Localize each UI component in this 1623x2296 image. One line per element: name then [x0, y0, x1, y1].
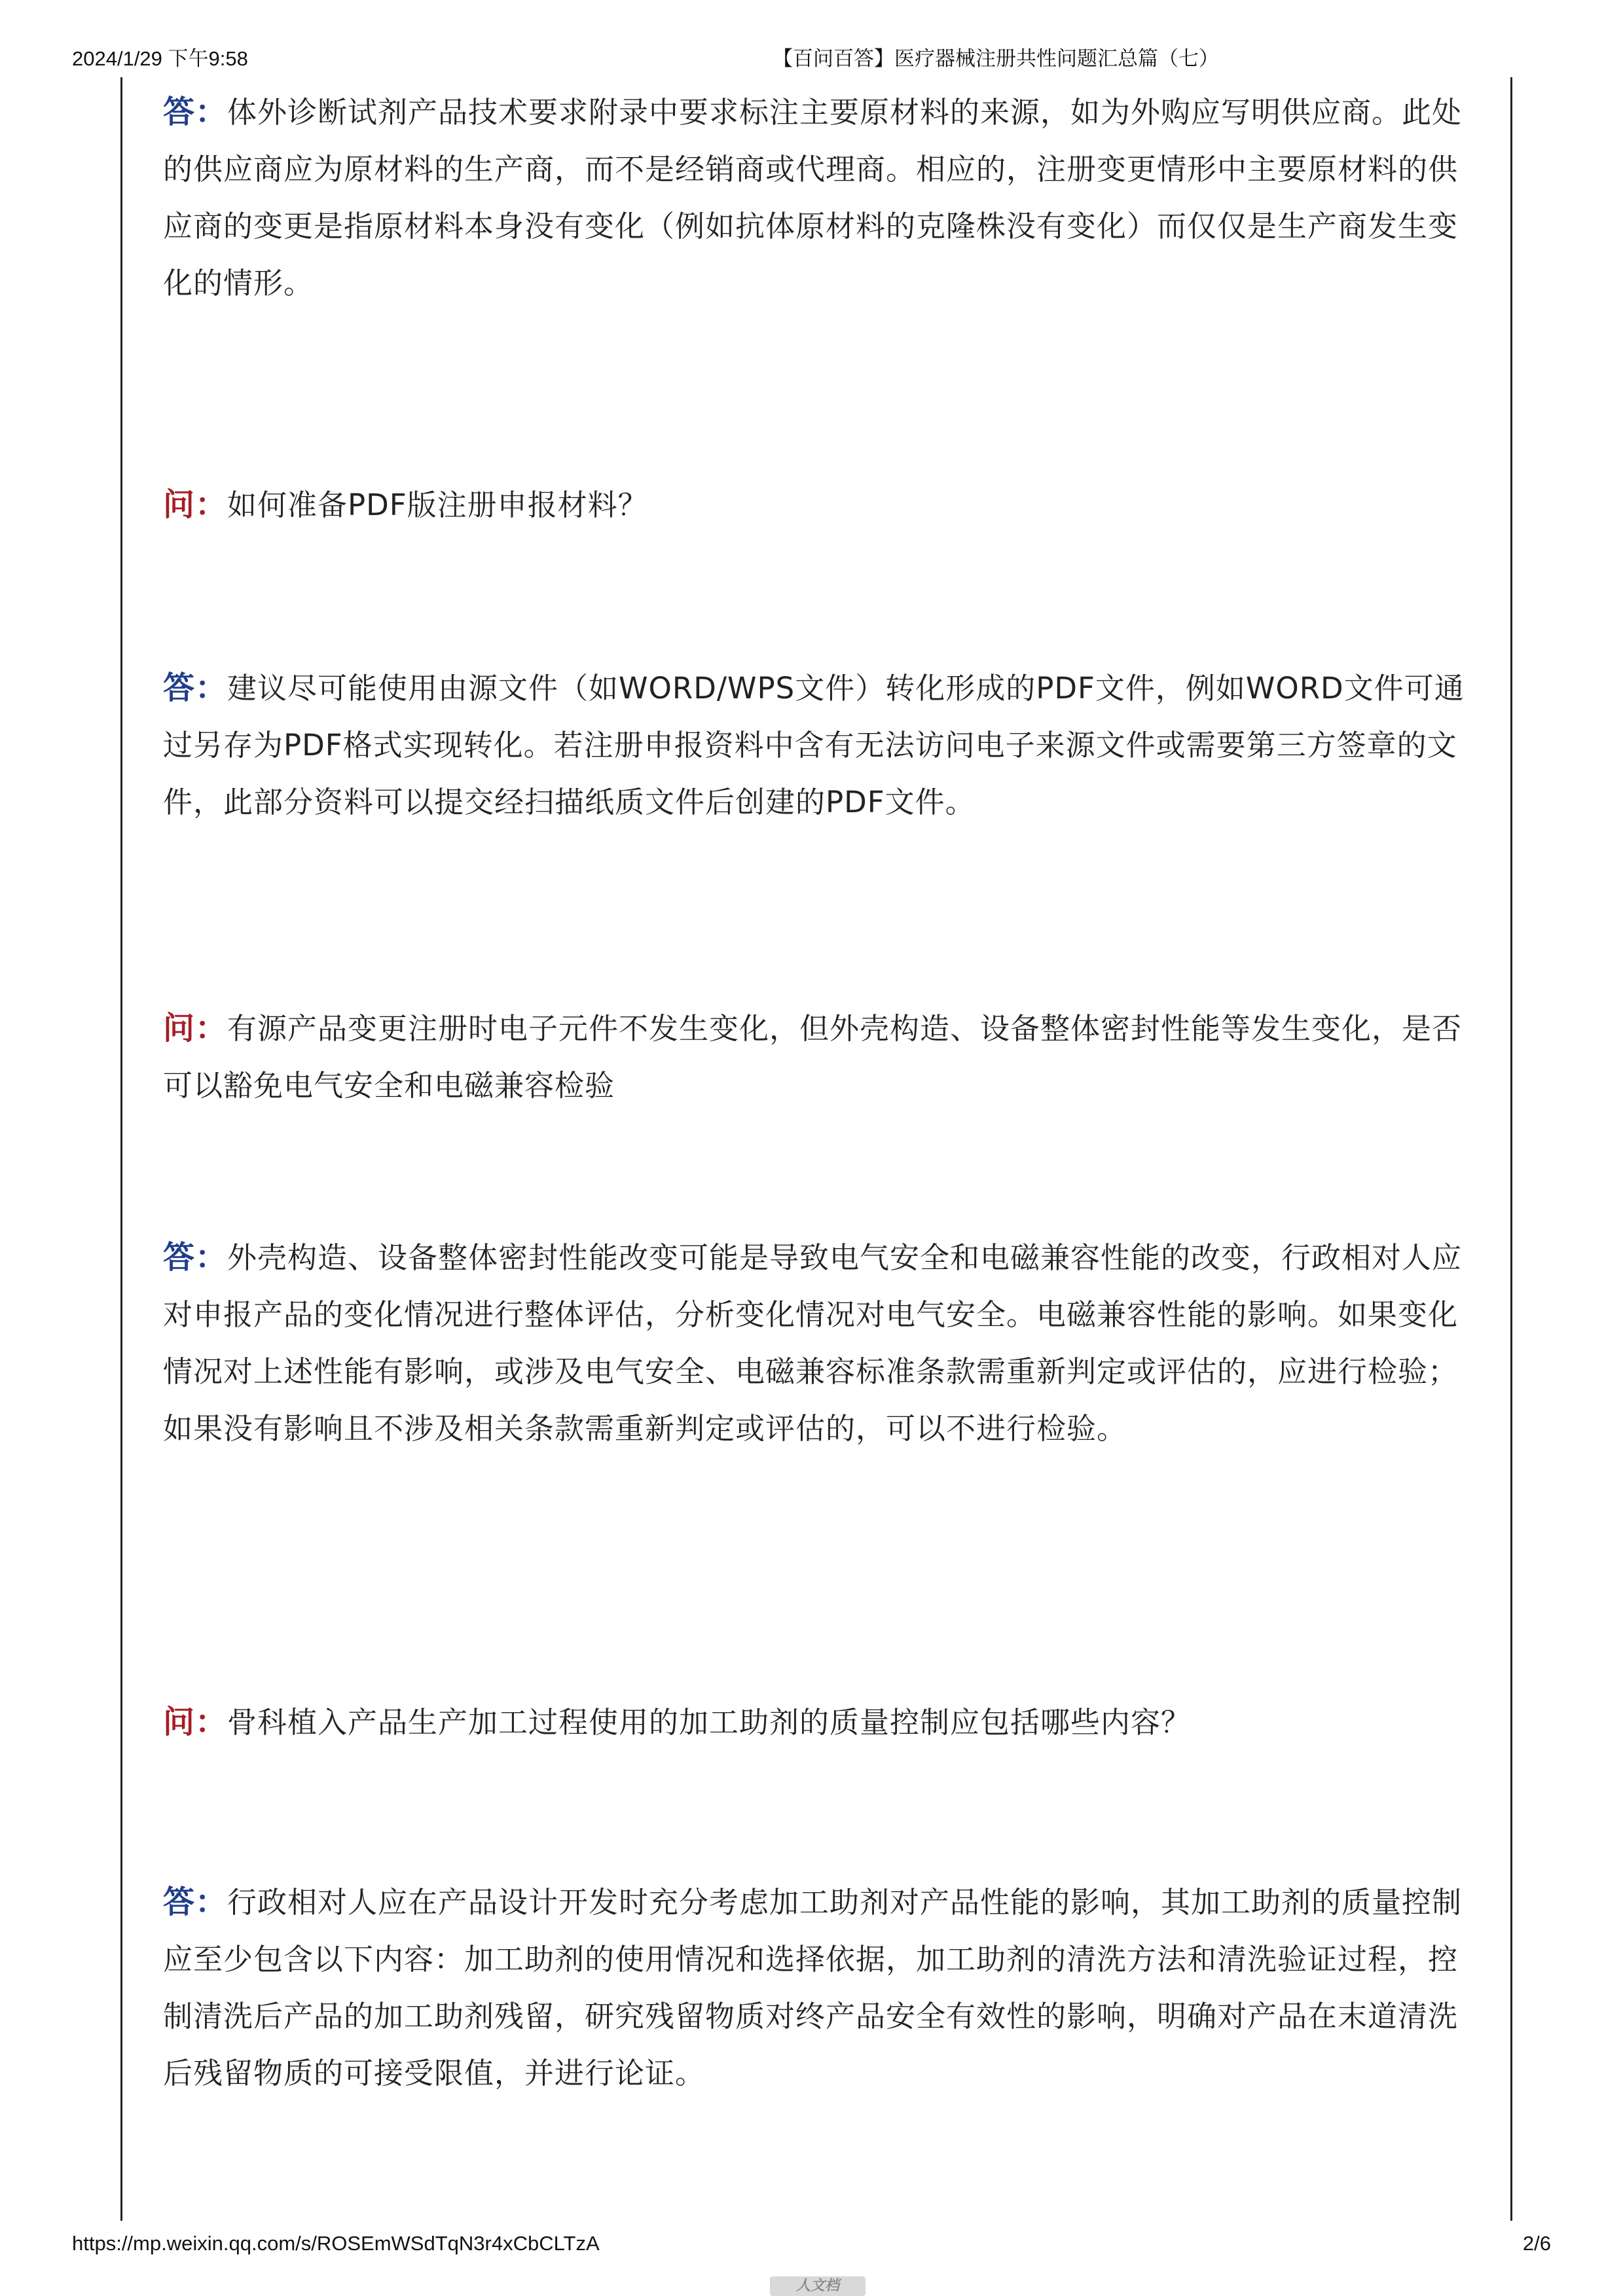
- answer-label: 答：: [163, 94, 228, 130]
- answer-text: 外壳构造、设备整体密封性能改变可能是导致电气安全和电磁兼容性能的改变，行政相对人应对申报产品的变化情况进行整体评估，分析变化情况对电气安全。电磁兼容性能的影响。如果变化情况对上述性能有影响，或涉及电气安全、电磁兼容标准条款需重新判定或评估的，应进行检验；如果没有影响且不涉及相关条款需重新判定或评估的，可以不进行检验。: [163, 1240, 1463, 1446]
- answer-text: 行政相对人应在产品设计开发时充分考虑加工助剂对产品性能的影响，其加工助剂的质量控制应至少包含以下内容：加工助剂的使用情况和选择依据，加工助剂的清洗方法和清洗验证过程，控制清洗后产品的加工助剂残留，研究残留物质对终产品安全有效性的影响，明确对产品在末道清洗后残留物质的可接受限值，并进行论证。: [163, 1885, 1463, 2090]
- answer-label: 答：: [163, 670, 228, 706]
- answer-block: [163, 1874, 1479, 2102]
- question-label: 问：: [163, 486, 228, 523]
- print-header: [72, 42, 1551, 73]
- watermark-logo: 人文档: [770, 2276, 866, 2296]
- right-border-line: [1510, 77, 1512, 2221]
- question-text: 有源产品变更注册时电子元件不发生变化，但外壳构造、设备整体密封性能等发生变化，是否可以豁免电气安全和电磁兼容检验: [163, 1011, 1463, 1103]
- question-block: [163, 1000, 1479, 1114]
- question-label: 问：: [163, 1010, 228, 1047]
- print-page-title: 【百问百答】医疗器械注册共性问题汇总篇（七）: [773, 47, 1219, 70]
- question-label: 问：: [163, 1704, 228, 1740]
- print-url: https://mp.weixin.qq.com/s/ROSEmWSdTqN3r4xCbCLTzA: [72, 2232, 600, 2255]
- print-datetime: 2024/1/29 下午9:58: [72, 47, 248, 70]
- answer-block: [163, 1229, 1479, 1457]
- question-block: [163, 1694, 1479, 1751]
- answer-block: [163, 84, 1479, 312]
- answer-block: [163, 660, 1479, 831]
- print-page-number: 2/6: [1522, 2232, 1551, 2255]
- answer-text: 建议尽可能使用由源文件（如WORD/WPS文件）转化形成的PDF文件，例如WORD文件可通过另存为PDF格式实现转化。若注册申报资料中含有无法访问电子来源文件或需要第三方签章的文件，此部分资料可以提交经扫描纸质文件后创建的PDF文件。: [163, 671, 1465, 819]
- question-block: [163, 476, 1479, 533]
- answer-label: 答：: [163, 1239, 228, 1276]
- answer-label: 答：: [163, 1884, 228, 1920]
- print-footer: [72, 2232, 1551, 2263]
- answer-text: 体外诊断试剂产品技术要求附录中要求标注主要原材料的来源，如为外购应写明供应商。此处的供应商应为原材料的生产商，而不是经销商或代理商。相应的，注册变更情形中主要原材料的供应商的变更是指原材料本身没有变化（例如抗体原材料的克隆株没有变化）而仅仅是生产商发生变化的情形。: [163, 95, 1463, 300]
- left-border-line: [120, 77, 122, 2221]
- question-text: 如何准备PDF版注册申报材料？: [227, 488, 648, 522]
- question-text: 骨科植入产品生产加工过程使用的加工助剂的质量控制应包括哪些内容？: [227, 1705, 1192, 1740]
